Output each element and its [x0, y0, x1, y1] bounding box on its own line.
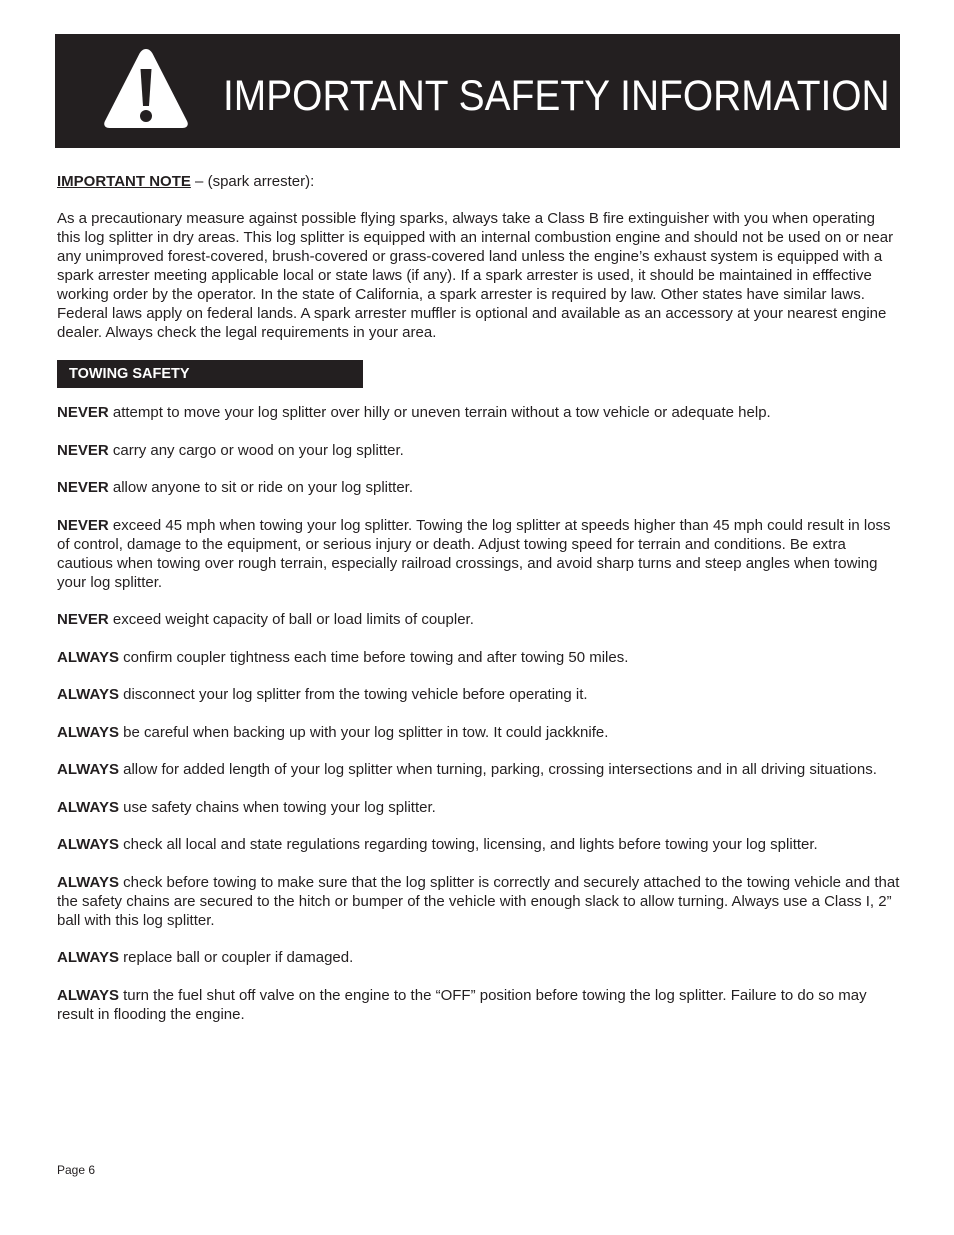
rule-keyword: NEVER	[57, 611, 109, 628]
rule-keyword: ALWAYS	[57, 949, 119, 966]
rule-text: check all local and state regulations regarding towing, licensing, and lights before towing your log splitter.	[118, 836, 818, 853]
rule-keyword: ALWAYS	[57, 873, 119, 891]
rule-text: disconnect your log splitter from the towing vehicle before operating it.	[118, 686, 588, 703]
rule-item	[57, 873, 902, 930]
note-label: IMPORTANT NOTE	[57, 173, 191, 190]
rule-item	[57, 403, 902, 422]
rule-keyword: ALWAYS	[57, 686, 119, 703]
rule-text: replace ball or coupler if damaged.	[118, 949, 354, 966]
rule-text: exceed 45 mph when towing your log splitter. Towing the log splitter at speeds higher than 45 mph could result in loss of control, damage to the equipment, or serious injury or death. Adjust towing speed for terrain and conditions. Be extra cautious when towing over rough terrain, especially railroad crossings, and avoid sharp turns and steep angles when towing your log splitter.	[57, 516, 891, 591]
rule-item	[57, 478, 902, 497]
note-body: As a precautionary measure against possible flying sparks, always take a Class B fire extinguisher with you when operating this log splitter in dry areas. This log splitter is equipped with an internal combustion engine and should not be used on or near any unimproved forest-covered, brush-covered or grass-covered land unless the engine’s exhaust system is equipped with a spark arrester meeting applicable local or state laws (if any). If a spark arrester is used, it should be maintained in efffective working order by the operator. In the state of California, a spark arrester is required by law. Other states have similar laws. Federal laws apply on federal lands. A spark arrester muffler is optional and available as an accessory at your nearest engine dealer. Always check the legal requirements in your area.	[57, 210, 894, 341]
rule-text: attempt to move your log splitter over hilly or uneven terrain without a tow vehicle or adequate help.	[108, 404, 771, 421]
main-content	[57, 172, 902, 1042]
rule-item	[57, 948, 902, 967]
warning-triangle-icon	[102, 45, 190, 131]
rule-keyword: ALWAYS	[57, 761, 119, 778]
rule-keyword: ALWAYS	[57, 723, 119, 741]
rule-item	[57, 798, 902, 817]
rule-item	[57, 610, 902, 629]
rule-item	[57, 441, 902, 460]
rule-keyword: ALWAYS	[57, 798, 119, 816]
page-title: IMPORTANT SAFETY INFORMATION	[223, 72, 890, 120]
rule-keyword: NEVER	[57, 479, 109, 496]
rule-text: turn the fuel shut off valve on the engine to the “OFF” position before towing the log splitter. Failure to do so may result in flooding the engine.	[57, 986, 867, 1023]
rule-item	[57, 723, 902, 742]
rule-item	[57, 835, 902, 854]
note-heading	[57, 172, 902, 191]
rule-text: confirm coupler tightness each time before towing and after towing 50 miles.	[118, 648, 629, 666]
rule-text: allow for added length of your log splitter when turning, parking, crossing intersections and in all driving situations.	[118, 761, 877, 778]
rule-keyword: ALWAYS	[57, 986, 119, 1004]
rule-item	[57, 986, 902, 1024]
section-heading-towing-safety: TOWING SAFETY	[57, 360, 363, 388]
rule-keyword: ALWAYS	[57, 648, 119, 666]
rule-keyword: NEVER	[57, 441, 109, 459]
rule-item	[57, 760, 902, 779]
rule-text: use safety chains when towing your log splitter.	[118, 798, 436, 816]
rule-text: be careful when backing up with your log splitter in tow. It could jackknife.	[118, 723, 609, 741]
note-suffix: – (spark arrester):	[190, 173, 315, 190]
header-banner	[55, 34, 900, 148]
rule-keyword: ALWAYS	[57, 836, 119, 853]
rule-text: carry any cargo or wood on your log splitter.	[108, 441, 404, 459]
rule-item	[57, 516, 902, 592]
rule-keyword: NEVER	[57, 516, 109, 534]
page-number: Page 6	[57, 1163, 96, 1177]
rule-item	[57, 685, 902, 704]
rule-text: check before towing to make sure that the log splitter is correctly and securely attached to the towing vehicle and that the safety chains are secured to the hitch or bumper of the vehicle with enough slack to allow turning. Always use a Class I, 2” ball with this log splitter.	[57, 873, 900, 929]
rule-text: allow anyone to sit or ride on your log splitter.	[108, 479, 414, 496]
rule-text: exceed weight capacity of ball or load limits of coupler.	[108, 611, 474, 628]
rule-keyword: NEVER	[57, 404, 109, 421]
rule-item	[57, 648, 902, 667]
